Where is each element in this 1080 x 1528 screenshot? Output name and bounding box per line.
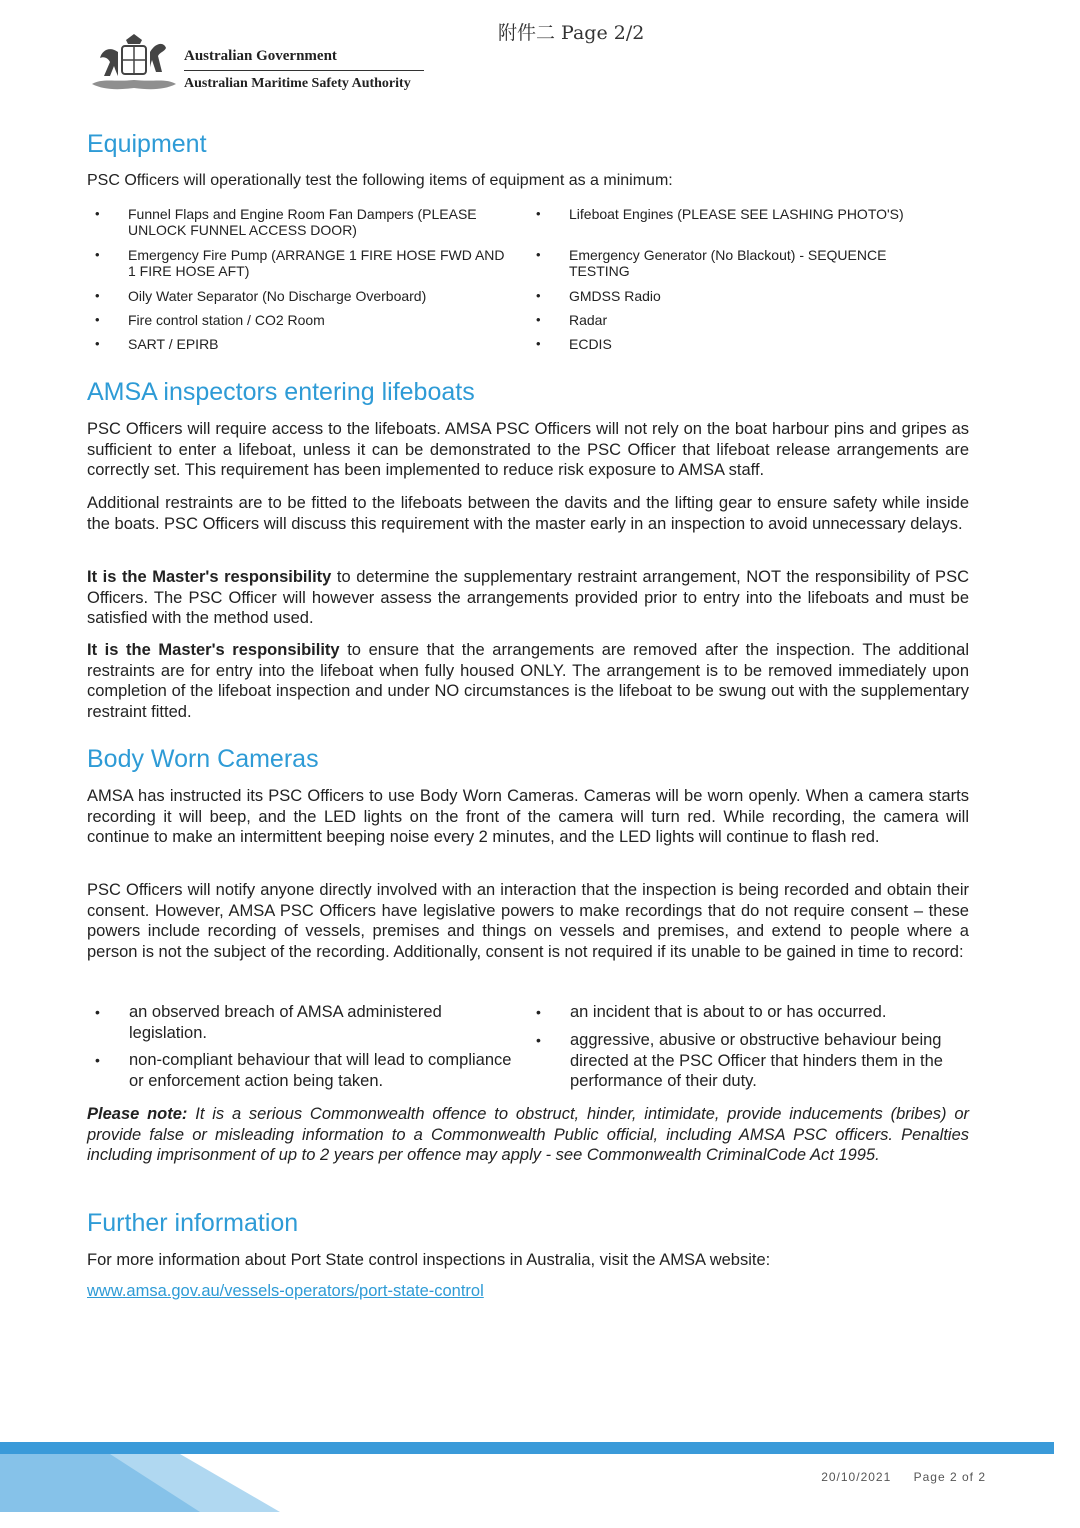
government-name: Australian Government <box>184 48 337 64</box>
cameras-paragraph-1: AMSA has instructed its PSC Officers to use Body Worn Cameras. Cameras will be worn openly. When a camera starts recording it will beep, and the LED lights on the front of the camera will turn red. While recording, the camera will continue to make an intermittent beeping noise every 2 minutes, and the LED lights will continue to flash red. <box>87 787 969 846</box>
list-item: • Fire control station / CO2 Room <box>95 312 515 336</box>
equipment-list-left <box>95 206 515 360</box>
lifeboats-paragraph-4 <box>87 640 969 722</box>
consent-exceptions-left <box>95 1002 515 1091</box>
footer-page-number: Page 2 of 2 <box>913 1470 986 1484</box>
list-item: • Emergency Fire Pump (ARRANGE 1 FIRE HOSE FWD AND 1 FIRE HOSE AFT) <box>95 247 515 288</box>
equipment-heading: Equipment <box>87 130 207 158</box>
cameras-heading: Body Worn Cameras <box>87 745 319 773</box>
coat-of-arms-icon <box>88 32 180 98</box>
emphasis-text: It is the Master's responsibility <box>87 568 332 586</box>
offence-note <box>87 1104 969 1166</box>
cameras-paragraph-2: PSC Officers will notify anyone directly involved with an interaction that the inspection is being recorded and obtain their consent. However, AMSA PSC Officers have legislative powers to make recordings that do not require consent – these powers include recording of vessels, premises and things on vessels and premises, and extend to people where a person is not the subject of the recording. Additionally, consent is not required if its unable to be gained in time to record: <box>87 881 969 961</box>
note-text: It is a serious Commonwealth offence to obstruct, hinder, intimidate, provide inducements (bribes) or provide false or misleading information to a Commonwealth Public official, including AMSA PSC officers. Penalties including imprisonment of up to 2 years per offence may apply - see Commonwealth CriminalCode Act 1995. <box>87 1105 969 1164</box>
body-text: to determine the supplementary restraint arrangement, NOT the responsibility of PSC Officers. The PSC Officer will however assess the arrangements provided prior to entry into the lifeboats and must be satisfied with the method used. <box>87 568 969 627</box>
further-info-heading: Further information <box>87 1209 299 1237</box>
amsa-website-link[interactable]: www.amsa.gov.au/vessels-operators/port-state-control <box>87 1282 484 1300</box>
list-item: • an incident that is about to or has occurred. <box>536 1002 956 1030</box>
list-item: • SART / EPIRB <box>95 336 515 360</box>
list-item: • Radar <box>536 312 936 336</box>
note-label: Please note: <box>87 1105 188 1123</box>
agency-header <box>88 32 433 100</box>
list-item: • GMDSS Radio <box>536 288 936 312</box>
lifeboats-paragraph-1: PSC Officers will require access to the lifeboats. AMSA PSC Officers will not rely on the boat harbour pins and gripes as sufficient to enter a lifeboat, unless it can be demonstrated to the PSC Officer that lifeboat release arrangements are correctly set. This requirement has been implemented to reduce risk exposure to AMSA staff. <box>87 420 969 479</box>
footer-decoration <box>0 1454 280 1512</box>
footer-date: 20/10/2021 <box>821 1470 892 1484</box>
further-info-text: For more information about Port State control inspections in Australia, visit the AMSA website: <box>87 1251 771 1269</box>
page-annotation: 附件二 Page 2/2 <box>498 22 645 44</box>
list-item: • ECDIS <box>536 336 936 360</box>
list-item: • non-compliant behaviour that will lead to compliance or enforcement action being taken. <box>95 1050 515 1091</box>
authority-name: Australian Maritime Safety Authority <box>184 76 411 91</box>
list-item: • Emergency Generator (No Blackout) - SEQUENCE TESTING <box>536 247 936 288</box>
lifeboats-paragraph-3 <box>87 567 969 629</box>
footer-meta <box>803 1470 986 1484</box>
footer-bar <box>0 1442 1054 1454</box>
consent-exceptions-right <box>536 1002 956 1092</box>
lifeboats-paragraph-2: Additional restraints are to be fitted to the lifeboats between the davits and the lifting gear to ensure safety while inside the boats. PSC Officers will discuss this requirement with the master early in an inspection to avoid unnecessary delays. <box>87 494 969 533</box>
list-item: • Funnel Flaps and Engine Room Fan Dampers (PLEASE UNLOCK FUNNEL ACCESS DOOR) <box>95 206 515 247</box>
header-divider <box>184 70 424 71</box>
equipment-list-right <box>536 206 936 360</box>
list-item: • Lifeboat Engines (PLEASE SEE LASHING PHOTO'S) <box>536 206 936 247</box>
list-item: • Oily Water Separator (No Discharge Overboard) <box>95 288 515 312</box>
body-text: to ensure that the arrangements are removed after the inspection. The additional restraints are for entry into the lifeboat when fully housed ONLY. The arrangement is to be removed immediately upon completion of the lifeboat inspection and under NO circumstances is the lifeboat to be swung out with the supplementary restraint fitted. <box>87 641 970 721</box>
equipment-intro: PSC Officers will operationally test the following items of equipment as a minimum: <box>87 172 673 189</box>
list-item: • an observed breach of AMSA administered legislation. <box>95 1002 515 1050</box>
lifeboats-heading: AMSA inspectors entering lifeboats <box>87 378 475 406</box>
list-item: • aggressive, abusive or obstructive behaviour being directed at the PSC Officer that hinders them in the performance of their duty. <box>536 1030 956 1092</box>
emphasis-text: It is the Master's responsibility <box>87 641 340 659</box>
